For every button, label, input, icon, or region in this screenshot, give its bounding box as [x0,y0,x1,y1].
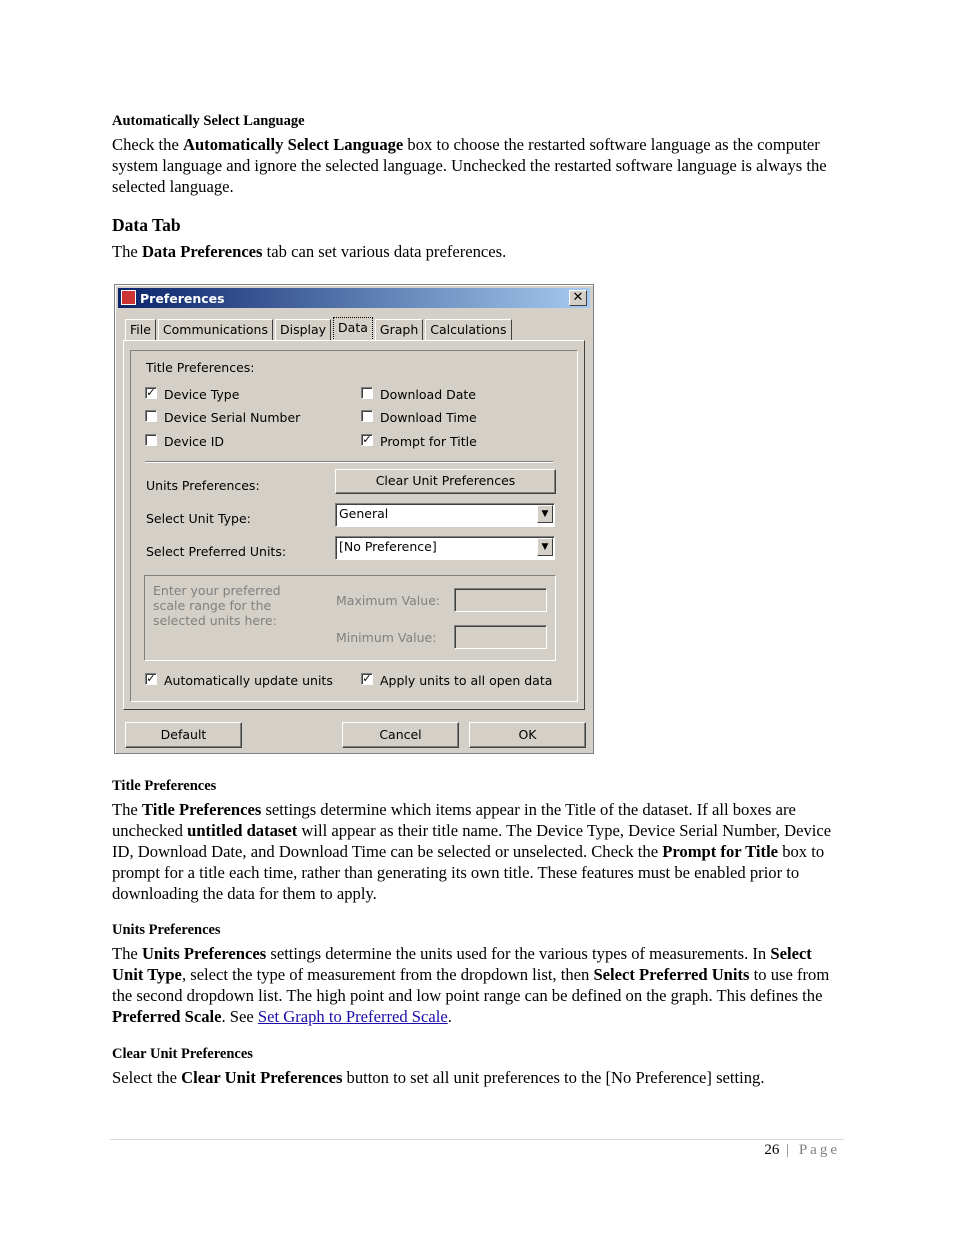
tab-data[interactable]: Data [333,317,373,341]
ok-button[interactable]: OK [469,722,586,748]
apply-units-all-checkbox[interactable]: ✓ [362,672,372,685]
cancel-button[interactable]: Cancel [342,722,459,748]
device-serial-label: Device Serial Number [164,410,301,425]
tab-graph[interactable]: Graph [375,319,423,341]
prompt-title-label: Prompt for Title [380,434,477,449]
paragraph-title-preferences: The Title Preferences settings determine which items appear in the Title of the dataset. If all boxes are unchecked untitled dataset will appear as their title name. The Device Type, Device Serial Number, Device ID, Download Date, and Download Time can be selected or unselected. Check the Prompt for Title box to prompt for a title each time, rather than generating its own title. These features must be enabled prior to downloading the data for them to apply. [112,800,832,903]
minimum-value-input[interactable] [454,625,547,649]
chevron-down-icon[interactable]: ▼ [537,538,553,556]
heading-units-preferences: Units Preferences [112,922,221,938]
tab-file[interactable]: File [125,319,156,341]
scale-hint-text: Enter your preferred scale range for the selected units here: [153,583,281,628]
download-time-checkbox[interactable] [361,410,373,422]
minimum-value-label: Minimum Value: [336,630,437,645]
footer-divider [110,1139,844,1140]
page-number [764,1142,840,1159]
divider [145,461,553,463]
heading-title-preferences: Title Preferences [112,778,217,794]
heading-auto-select-language: Automatically Select Language [112,113,305,129]
auto-update-units-checkbox[interactable]: ✓ [146,672,156,685]
tab-row [125,319,514,341]
auto-update-units-label: Automatically update units [164,673,333,688]
title-preferences-label: Title Preferences: [146,360,255,375]
page-separator: | [779,1142,799,1158]
download-date-checkbox[interactable] [361,387,373,399]
paragraph-auto-select-language: Check the Automatically Select Language box to choose the restarted software language as the computer system language and ignore the selected language. Unchecked the restarted software language is always the selected language. [112,135,827,196]
page-label: Page [798,1142,840,1158]
maximum-value-label: Maximum Value: [336,593,441,608]
device-id-label: Device ID [164,434,225,449]
select-unit-type-label: Select Unit Type: [146,511,251,526]
paragraph-data-tab: The Data Preferences tab can set various data preferences. [112,242,507,261]
download-time-label: Download Time [380,410,477,425]
chevron-down-icon[interactable]: ▼ [537,505,553,523]
maximum-value-input[interactable] [454,588,547,612]
device-id-checkbox[interactable] [145,434,157,446]
heading-data-tab: Data Tab [112,215,181,235]
select-preferred-units-label: Select Preferred Units: [146,544,287,559]
preferred-units-select[interactable] [335,536,555,560]
preferences-dialog [114,284,594,754]
tab-communications[interactable]: Communications [158,319,273,341]
unit-type-value: General [339,506,389,521]
dialog-title: Preferences [140,291,225,306]
tab-display[interactable]: Display [275,319,331,341]
default-button[interactable]: Default [125,722,242,748]
dialog-titlebar [118,288,590,308]
apply-units-all-label: Apply units to all open data [380,673,553,688]
heading-clear-unit-preferences: Clear Unit Preferences [112,1046,253,1062]
paragraph-clear-unit-preferences: Select the Clear Unit Preferences button to set all unit preferences to the [No Preference] setting. [112,1068,765,1087]
scale-range-group [144,575,556,661]
device-type-checkbox[interactable]: ✓ [146,386,156,399]
page-number-value: 26 [764,1142,780,1158]
device-serial-checkbox[interactable] [145,410,157,422]
tab-calculations[interactable]: Calculations [425,319,511,341]
data-tab-panel [123,340,585,710]
close-button[interactable]: ✕ [569,290,587,306]
unit-type-select[interactable] [335,503,555,527]
app-icon [121,290,136,305]
data-preferences-group [130,350,578,702]
paragraph-units-preferences: The Units Preferences settings determine the units used for the various types of measurements. In Select Unit Type, select the type of measurement from the dropdown list, then Select Preferred Units to use from the second dropdown list. The high point and low point range can be defined on the graph. This defines the Preferred Scale. See Set Graph to Preferred Scale. [112,944,830,1026]
device-type-label: Device Type [164,387,240,402]
preferred-units-value: [No Preference] [339,539,437,554]
units-preferences-label: Units Preferences: [146,478,260,493]
prompt-title-checkbox[interactable]: ✓ [362,433,372,446]
set-graph-preferred-scale-link[interactable]: Set Graph to Preferred Scale [257,1007,448,1026]
download-date-label: Download Date [380,387,476,402]
clear-unit-preferences-button[interactable]: Clear Unit Preferences [335,469,556,494]
